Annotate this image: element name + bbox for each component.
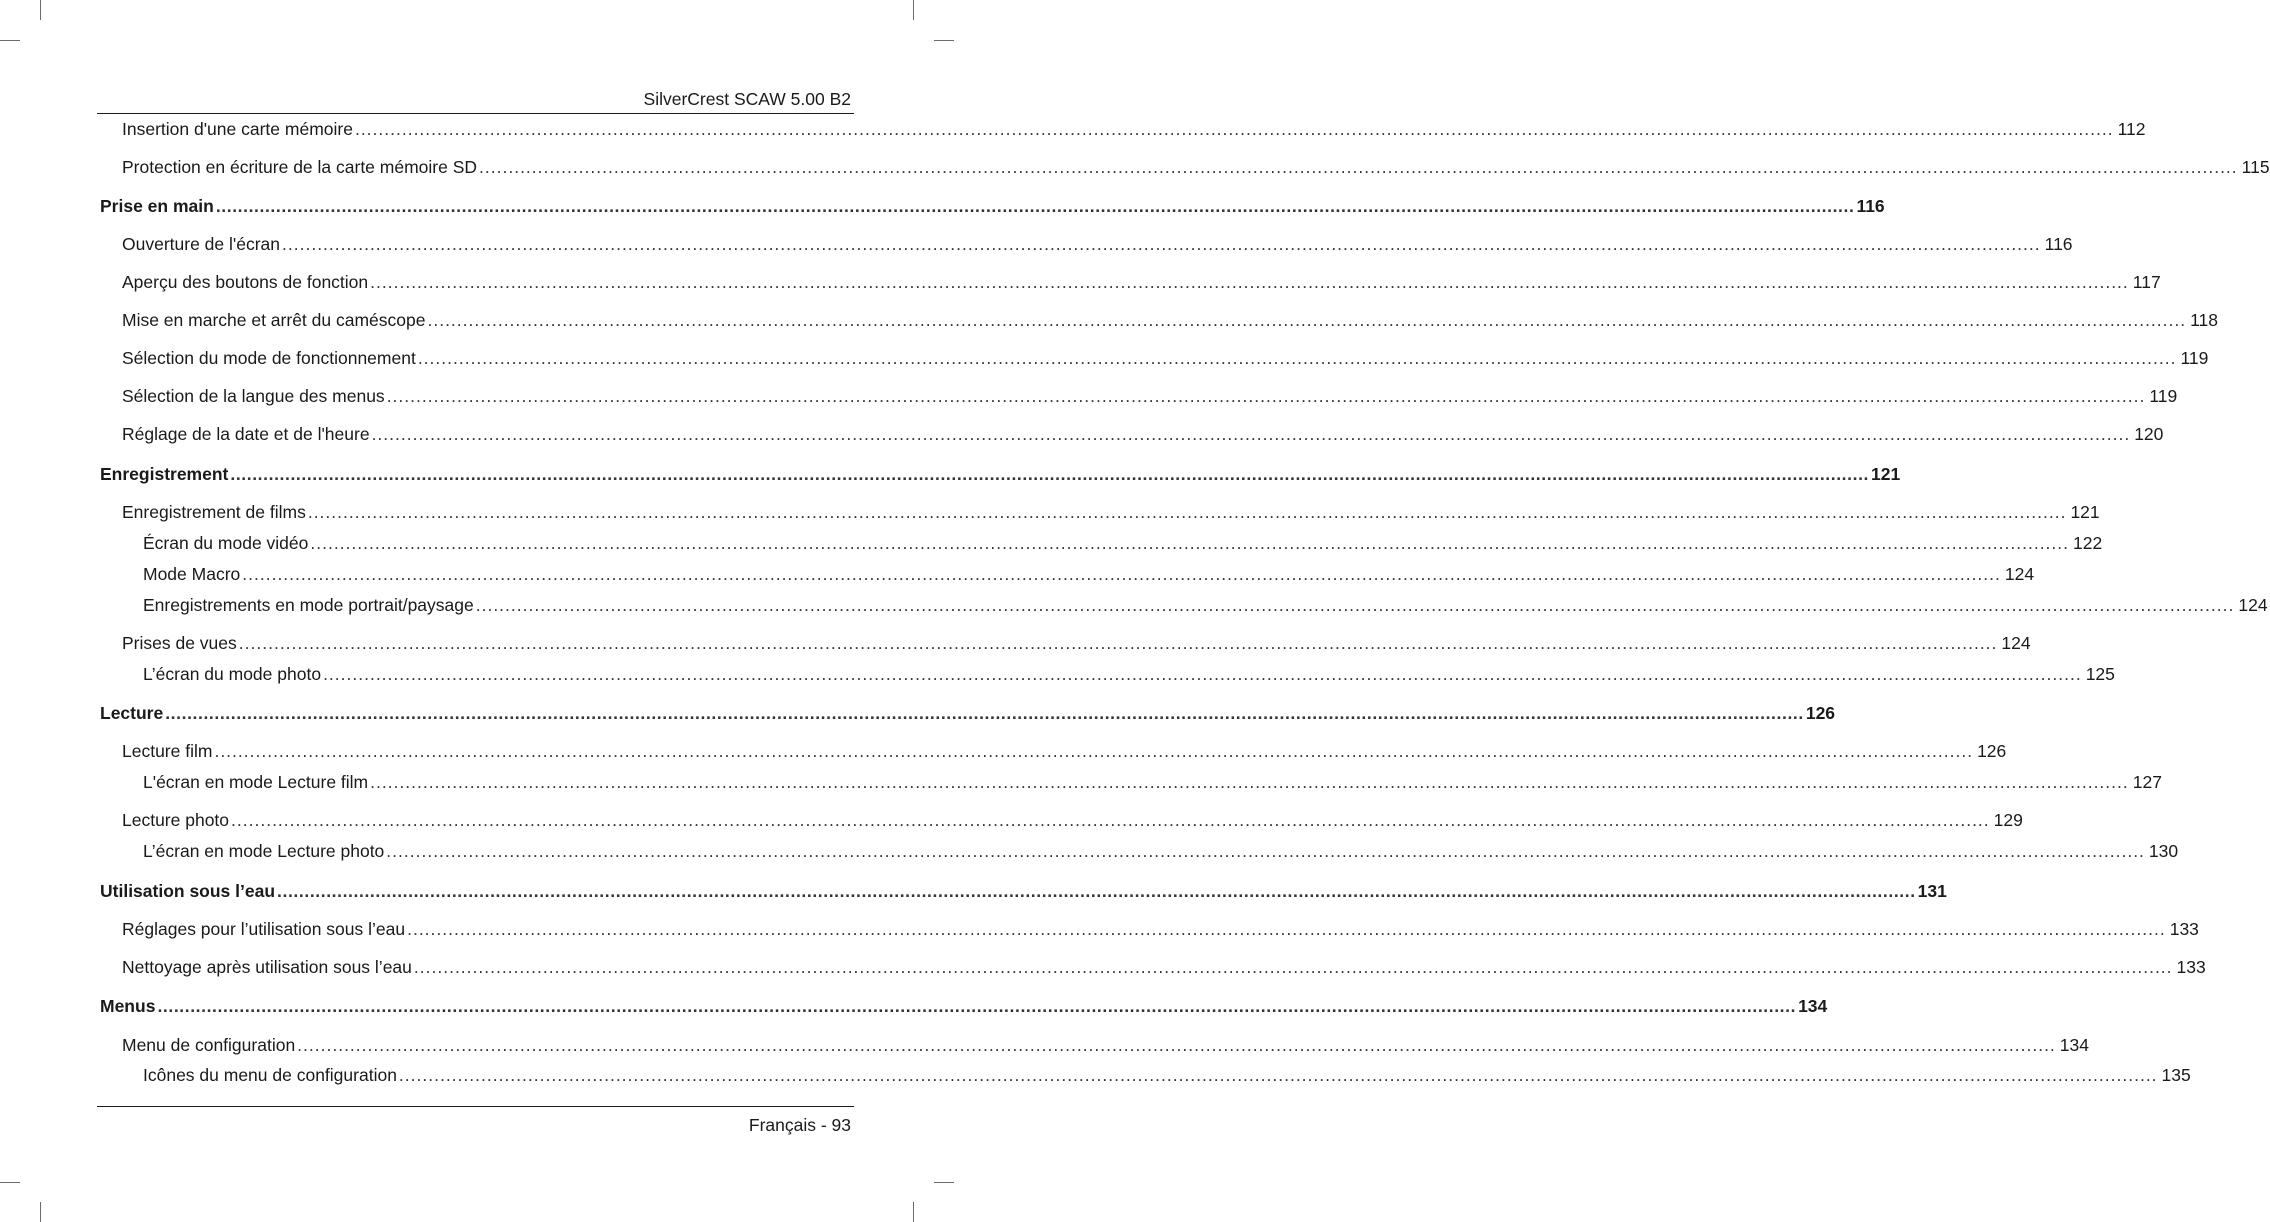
dot-leader: ............................................................................................................................................................................................................................................................................................................ bbox=[310, 533, 2070, 553]
toc-entry-page: 125 bbox=[2085, 664, 2115, 684]
toc-section[interactable] bbox=[100, 463, 1901, 485]
toc-section-title: Utilisation sous l’eau bbox=[100, 881, 276, 901]
toc-entry[interactable] bbox=[122, 956, 2206, 978]
dot-leader: ............................................................................................................................................................................................................................................................................................................ bbox=[214, 741, 1974, 761]
dot-leader: ............................................................................................................................................................................................................................................................................................................ bbox=[165, 703, 1804, 723]
dot-leader: ............................................................................................................................................................................................................................................................................................................ bbox=[157, 996, 1797, 1016]
dot-leader: ............................................................................................................................................................................................................................................................................................................ bbox=[427, 310, 2187, 330]
toc-section-page: 131 bbox=[1917, 881, 1947, 901]
toc-subentry[interactable] bbox=[143, 663, 2115, 685]
toc-entry-page: 112 bbox=[2117, 119, 2146, 139]
crop-mark bbox=[40, 1202, 41, 1222]
toc-entry-title: Protection en écriture de la carte mémoire SD bbox=[122, 157, 478, 177]
toc-entry-page: 121 bbox=[2070, 502, 2100, 522]
toc-entry[interactable] bbox=[122, 271, 2161, 293]
toc-entry-title: Sélection du mode de fonctionnement bbox=[122, 348, 416, 368]
toc-entry-title: L’écran du mode photo bbox=[143, 664, 322, 684]
footer-rule bbox=[97, 1106, 854, 1107]
crop-mark bbox=[913, 0, 914, 20]
dot-leader: ............................................................................................................................................................................................................................................................................................................ bbox=[371, 424, 2131, 444]
toc-entry-page: 133 bbox=[2169, 919, 2199, 939]
toc-section-title: Lecture bbox=[100, 703, 164, 723]
toc-entry-title: Sélection de la langue des menus bbox=[122, 386, 385, 406]
toc-section-title: Menus bbox=[100, 996, 156, 1016]
toc-entry-title: Menu de configuration bbox=[122, 1035, 296, 1055]
toc-subentry[interactable] bbox=[143, 594, 2268, 616]
dot-leader: ............................................................................................................................................................................................................................................................................................................ bbox=[417, 348, 2177, 368]
toc-entry-page: 124 bbox=[2001, 633, 2031, 653]
crop-mark bbox=[913, 1202, 914, 1222]
toc-entry-title: Lecture film bbox=[122, 741, 213, 761]
dot-leader: ............................................................................................................................................................................................................................................................................................................ bbox=[238, 633, 1998, 653]
toc-entry[interactable] bbox=[122, 501, 2100, 523]
toc-entry-title: Nettoyage après utilisation sous l’eau bbox=[122, 957, 412, 977]
toc-entry[interactable] bbox=[122, 809, 2023, 831]
toc-section[interactable] bbox=[100, 195, 1885, 217]
toc-entry-title: Enregistrements en mode portrait/paysage bbox=[143, 595, 474, 615]
toc-entry-title: Prises de vues bbox=[122, 633, 237, 653]
toc-entry-page: 127 bbox=[2132, 772, 2162, 792]
dot-leader: ............................................................................................................................................................................................................................................................................................................ bbox=[370, 772, 2129, 792]
toc-entry-title: Mise en marche et arrêt du caméscope bbox=[122, 310, 426, 330]
toc-entry-page: 124 bbox=[2238, 595, 2268, 615]
toc-entry-title: Réglages pour l’utilisation sous l’eau bbox=[122, 919, 406, 939]
dot-leader: ............................................................................................................................................................................................................................................................................................................ bbox=[398, 1065, 2158, 1085]
toc-entry[interactable] bbox=[122, 118, 2146, 140]
dot-leader: ............................................................................................................................................................................................................................................................................................................ bbox=[475, 595, 2235, 615]
toc-entry-page: 119 bbox=[2149, 386, 2178, 406]
toc-entry-title: Mode Macro bbox=[143, 564, 241, 584]
dot-leader: ............................................................................................................................................................................................................................................................................................................ bbox=[386, 386, 2146, 406]
toc-subentry[interactable] bbox=[143, 840, 2179, 862]
toc-entry-page: 116 bbox=[2044, 234, 2073, 254]
dot-leader: ............................................................................................................................................................................................................................................................................................................ bbox=[413, 957, 2173, 977]
toc-entry-page: 115 bbox=[2241, 157, 2270, 177]
toc-entry[interactable] bbox=[122, 347, 2209, 369]
page-footer-label: Français - 93 bbox=[748, 1115, 851, 1135]
toc-entry[interactable] bbox=[122, 740, 2007, 762]
toc-entry-title: Réglage de la date et de l'heure bbox=[122, 424, 370, 444]
crop-mark bbox=[934, 40, 954, 41]
toc-entry-page: 133 bbox=[2176, 957, 2206, 977]
toc-entry-page: 118 bbox=[2190, 310, 2219, 330]
crop-mark bbox=[934, 1182, 954, 1183]
toc-entry-page: 120 bbox=[2134, 424, 2164, 444]
toc-entry-page: 117 bbox=[2132, 272, 2161, 292]
toc-section-title: Prise en main bbox=[100, 196, 214, 216]
toc-entry-title: Ouverture de l'écran bbox=[122, 234, 281, 254]
toc-section-title: Enregistrement bbox=[100, 464, 229, 484]
toc-section[interactable] bbox=[100, 702, 1836, 724]
toc-entry-page: 126 bbox=[1977, 741, 2007, 761]
toc-subentry[interactable] bbox=[143, 771, 2162, 793]
toc-entry[interactable] bbox=[122, 309, 2219, 331]
toc-subentry[interactable] bbox=[143, 532, 2103, 554]
toc-section-page: 121 bbox=[1871, 464, 1901, 484]
crop-mark bbox=[0, 1182, 20, 1183]
toc-entry[interactable] bbox=[122, 918, 2199, 940]
toc-entry[interactable] bbox=[122, 156, 2270, 178]
toc-entry[interactable] bbox=[122, 1034, 2089, 1056]
toc-entry-title: L'écran en mode Lecture film bbox=[143, 772, 369, 792]
toc-entry-page: 122 bbox=[2073, 533, 2103, 553]
toc-entry-title: Écran du mode vidéo bbox=[143, 533, 309, 553]
dot-leader: ............................................................................................................................................................................................................................................................................................................ bbox=[242, 564, 2001, 584]
dot-leader: ............................................................................................................................................................................................................................................................................................................ bbox=[297, 1035, 2056, 1055]
toc-entry-page: 119 bbox=[2180, 348, 2209, 368]
dot-leader: ............................................................................................................................................................................................................................................................................................................ bbox=[277, 881, 1916, 901]
dot-leader: ............................................................................................................................................................................................................................................................................................................ bbox=[307, 502, 2067, 522]
toc-entry[interactable] bbox=[122, 385, 2178, 407]
toc-section[interactable] bbox=[100, 880, 1947, 902]
toc-entry-title: Lecture photo bbox=[122, 810, 230, 830]
dot-leader: ............................................................................................................................................................................................................................................................................................................ bbox=[215, 196, 1855, 216]
dot-leader: ............................................................................................................................................................................................................................................................................................................ bbox=[354, 119, 2114, 139]
dot-leader: ............................................................................................................................................................................................................................................................................................................ bbox=[386, 841, 2145, 861]
dot-leader: ............................................................................................................................................................................................................................................................................................................ bbox=[370, 272, 2129, 292]
toc-subentry[interactable] bbox=[143, 563, 2035, 585]
toc-entry-page: 124 bbox=[2004, 564, 2035, 584]
toc-entry-page: 130 bbox=[2148, 841, 2179, 861]
toc-entry-page: 129 bbox=[1993, 810, 2023, 830]
toc-entry-title: Icônes du menu de configuration bbox=[143, 1065, 397, 1085]
dot-leader: ............................................................................................................................................................................................................................................................................................................ bbox=[407, 919, 2166, 939]
toc-entry-page: 134 bbox=[2059, 1035, 2089, 1055]
crop-mark bbox=[0, 40, 20, 41]
toc-section-page: 134 bbox=[1798, 996, 1828, 1016]
dot-leader: ............................................................................................................................................................................................................................................................................................................ bbox=[231, 810, 1990, 830]
dot-leader: ............................................................................................................................................................................................................................................................................................................ bbox=[230, 464, 1869, 484]
toc-entry-title: L’écran en mode Lecture photo bbox=[143, 841, 385, 861]
page-header-title: SilverCrest SCAW 5.00 B2 bbox=[643, 89, 851, 109]
toc-section-page: 126 bbox=[1805, 703, 1836, 723]
toc-entry[interactable] bbox=[122, 632, 2031, 654]
toc-subentry[interactable] bbox=[143, 1064, 2191, 1086]
toc-entry-title: Aperçu des boutons de fonction bbox=[122, 272, 369, 292]
toc-entry-title: Insertion d'une carte mémoire bbox=[122, 119, 353, 139]
crop-mark bbox=[40, 0, 41, 20]
dot-leader: ............................................................................................................................................................................................................................................................................................................ bbox=[323, 664, 2082, 684]
toc-entry-title: Enregistrement de films bbox=[122, 502, 306, 522]
toc-entry[interactable] bbox=[122, 233, 2073, 255]
toc-entry-page: 135 bbox=[2161, 1065, 2191, 1085]
toc-section-page: 116 bbox=[1856, 196, 1885, 216]
dot-leader: ............................................................................................................................................................................................................................................................................................................ bbox=[282, 234, 2041, 254]
dot-leader: ............................................................................................................................................................................................................................................................................................................ bbox=[479, 157, 2238, 177]
toc-section[interactable] bbox=[100, 995, 1828, 1017]
toc-entry[interactable] bbox=[122, 423, 2164, 445]
header-rule bbox=[97, 113, 854, 114]
